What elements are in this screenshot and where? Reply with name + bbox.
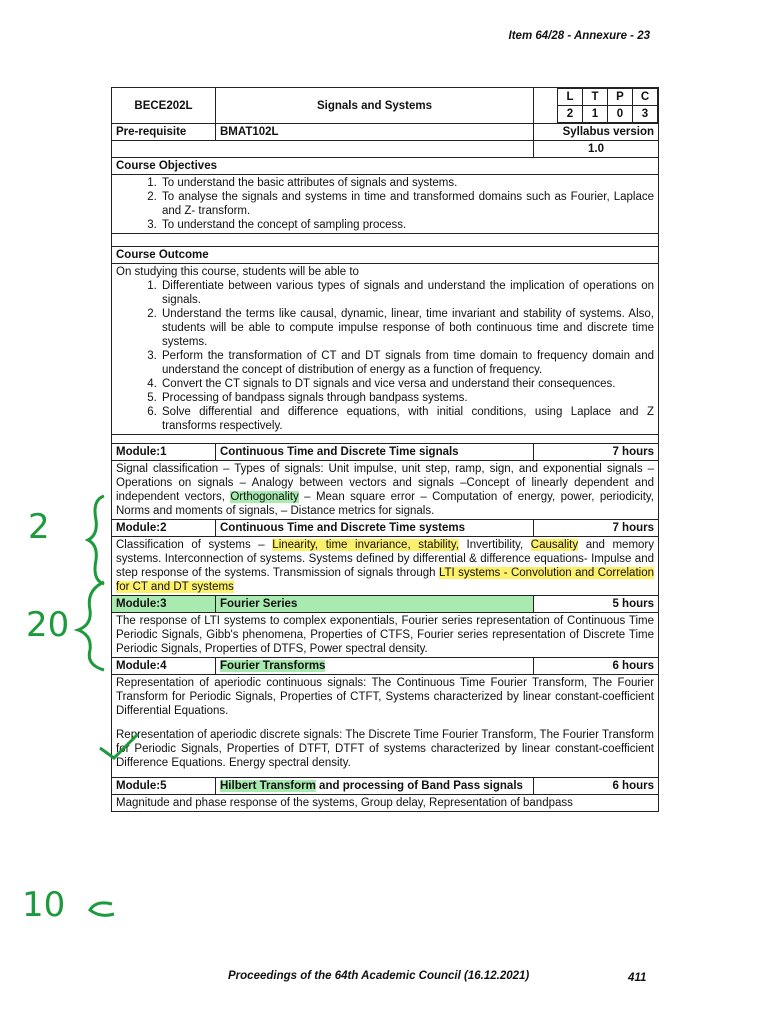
arrow-module-5 xyxy=(90,903,114,915)
outcome-item: 3. Perform the transformation of CT and DT signals from time domain to frequency domain and understand the concept of distribution of energy as a function of frequency. xyxy=(160,349,654,377)
course-code: BECE202L xyxy=(112,88,216,124)
objectives-heading: Course Objectives xyxy=(112,158,659,175)
module-3-hours: 5 hours xyxy=(534,596,659,613)
outcome-item: 6. Solve differential and difference equations, with initial conditions, using Laplace and Z transforms respectively. xyxy=(160,405,654,433)
ltpc-label-c: C xyxy=(633,89,658,106)
highlight-hilbert-transform: Hilbert Transform xyxy=(220,780,316,792)
ltpc-value-t: 1 xyxy=(583,106,608,123)
module-2-label: Module:2 xyxy=(112,520,216,537)
outcome-item: 2. Understand the terms like causal, dynamic, linear, time invariant and stability of systems. Also, students will be able to compute impulse response of both continuous time and discrete time systems. xyxy=(160,307,654,349)
annotation-module-5-marks: 10 xyxy=(22,885,66,925)
module-5-label: Module:5 xyxy=(112,778,216,795)
module-4-title: Fourier Transforms xyxy=(220,660,326,672)
highlight-lti-systems: LTI systems - Convolution and Correlation for CT and DT systems xyxy=(116,567,654,593)
module-5-title: Hilbert Transform and processing of Band Pass signals xyxy=(216,778,534,795)
syllabus-version-value: 1.0 xyxy=(534,141,659,158)
tick-module-4 xyxy=(100,734,138,758)
annotation-module-1-marks: 2 xyxy=(28,507,50,547)
module-4-paragraph-2: Representation of aperiodic discrete signals: The Discrete Time Fourier Transform, The Fourier Transform for Periodic Signals, Properties of DTFT, DTFT of systems characterized by linear constant-coefficient Difference Equations. Energy spectral density. xyxy=(116,729,654,769)
module-1-content: Signal classification – Types of signals: Unit impulse, unit step, ramp, sign, and exponential signals – Operations on signals – Analogy between vectors and signals –Concept of linearly dependent and independent vectors, Orthogonality – Mean square error – Computation of energy, power, periodicity, Norms and moments of signals, – Distance metrics for signals. xyxy=(112,461,659,520)
highlight-orthogonality: Orthogonality xyxy=(230,491,299,503)
module-4-hours: 6 hours xyxy=(534,658,659,675)
outcome-item: 4. Convert the CT signals to DT signals and vice versa and understand their consequences. xyxy=(160,377,654,391)
objective-item: 1. To understand the basic attributes of signals and systems. xyxy=(160,176,654,190)
objective-item: 2. To analyse the signals and systems in time and transformed domains such as Fourier, Laplace and Z- transform. xyxy=(160,190,654,218)
footer-text: Proceedings of the 64th Academic Council (16.12.2021) xyxy=(228,970,530,982)
module-2-hours: 7 hours xyxy=(534,520,659,537)
ltpc-value-p: 0 xyxy=(608,106,633,123)
module-5-hours: 6 hours xyxy=(534,778,659,795)
module-1-hours: 7 hours xyxy=(534,444,659,461)
ltpc-value-c: 3 xyxy=(633,106,658,123)
prerequisite-label: Pre-requisite xyxy=(112,124,216,141)
outcome-item: 1. Differentiate between various types of signals and understand the implication of operations on signals. xyxy=(160,279,654,307)
brace-module-1 xyxy=(88,496,104,584)
objective-item: 3. To understand the concept of sampling process. xyxy=(160,218,654,232)
ltpc-label-t: T xyxy=(583,89,608,106)
outcome-intro: On studying this course, students will be able to xyxy=(116,266,359,278)
annotation-module-2-marks: 20 xyxy=(26,605,70,645)
ltpc-label-l: L xyxy=(558,89,583,106)
outcome-heading: Course Outcome xyxy=(112,247,659,264)
module-4-label: Module:4 xyxy=(112,658,216,675)
course-title: Signals and Systems xyxy=(216,88,534,124)
highlight-causality: Causality xyxy=(530,539,579,551)
annexure-header: Item 64/28 - Annexure - 23 xyxy=(508,30,650,42)
ltpc-label-p: P xyxy=(608,89,633,106)
syllabus-version-label: Syllabus version xyxy=(534,124,659,141)
highlight-linearity: Linearity, time invariance, stability, xyxy=(272,539,459,551)
module-2-content: Classification of systems – Linearity, time invariance, stability, Invertibility, Causality and memory systems. Interconnection of systems. Systems defined by differential & difference equations- Impulse and step response of the systems. Transmission of signals through LTI systems - Convolution and Correlation for CT and DT systems xyxy=(112,537,659,596)
module-3-title: Fourier Series xyxy=(216,596,534,613)
brace-module-2 xyxy=(78,582,104,670)
page-number: 411 xyxy=(628,972,647,984)
module-2-title: Continuous Time and Discrete Time systems xyxy=(216,520,534,537)
module-1-label: Module:1 xyxy=(112,444,216,461)
module-1-title: Continuous Time and Discrete Time signals xyxy=(216,444,534,461)
prerequisite-value: BMAT102L xyxy=(216,124,534,141)
outcome-item: 5. Processing of bandpass signals through bandpass systems. xyxy=(160,391,654,405)
module-3-label: Module:3 xyxy=(112,596,216,613)
module-3-content: The response of LTI systems to complex exponentials, Fourier series representation of Continuous Time Periodic Signals, Gibb's phenomena, Properties of CTFS, Fourier series representation of Discrete Time Periodic Signals, Properties of DTFS, Power spectral density. xyxy=(112,613,659,658)
module-4-paragraph-1: Representation of aperiodic continuous signals: The Continuous Time Fourier Transform, The Fourier Transform for Periodic Signals, Properties of CTFT, Systems characterized by linear constant-coefficient Differential Equations. xyxy=(116,677,654,717)
ltpc-value-l: 2 xyxy=(558,106,583,123)
module-5-content: Magnitude and phase response of the systems, Group delay, Representation of bandpass xyxy=(112,795,659,812)
